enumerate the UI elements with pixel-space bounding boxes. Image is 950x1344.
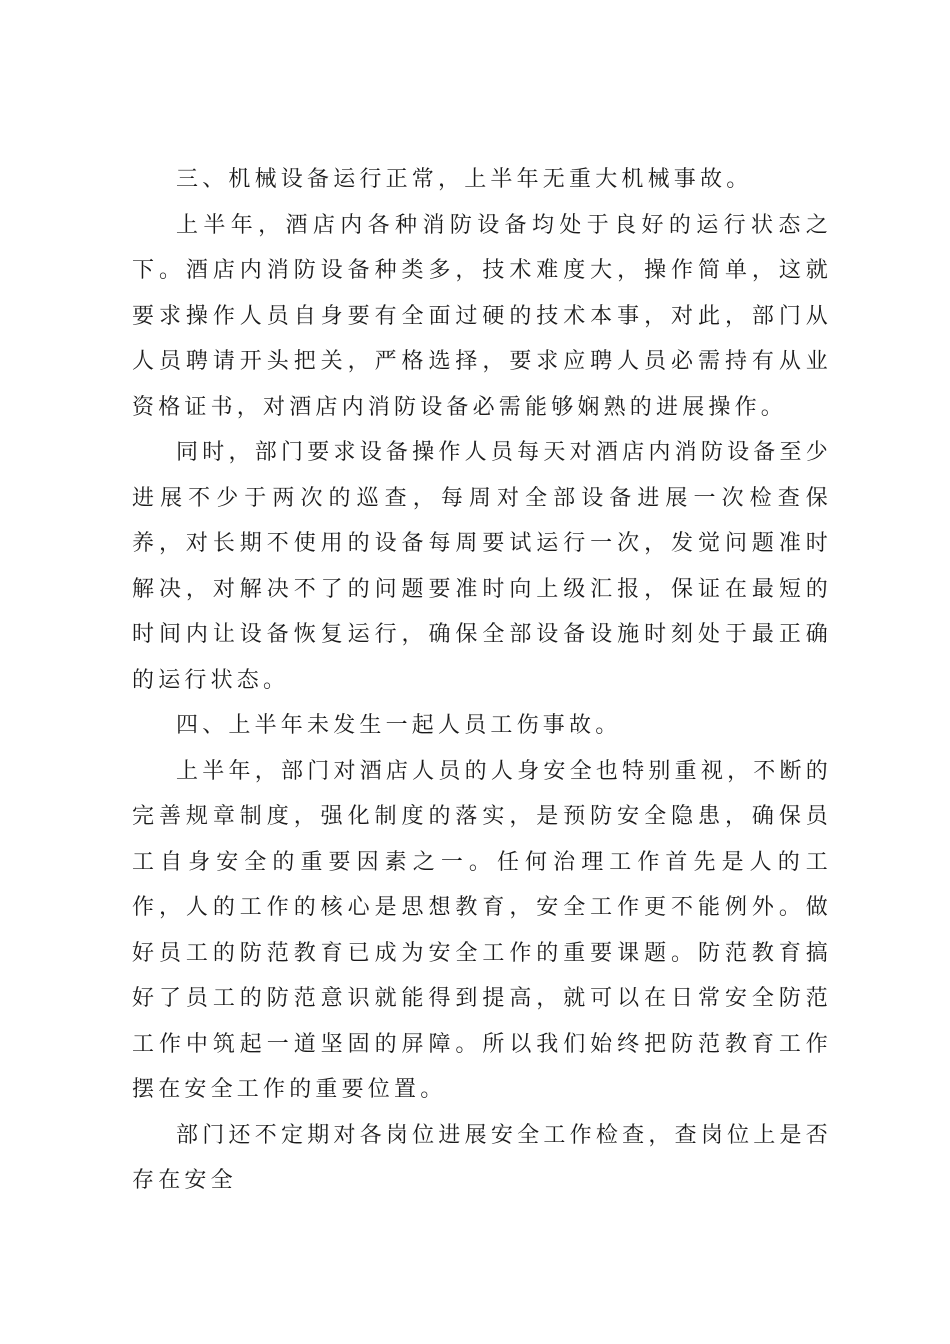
paragraph-inspection: 同时，部门要求设备操作人员每天对酒店内消防设备至少进展不少于两次的巡查，每周对全部设备进展一次检查保养，对长期不使用的设备每周要试运行一次，发觉问题准时解决，对解决不了的问题要准时向上级汇报，保证在最短的时间内让设备恢复运行，确保全部设备设施时刻处于最正确的运行状态。 [132,440,832,693]
paragraph-post-check: 部门还不定期对各岗位进展安全工作检查，查岗位上是否存在安全 [132,1122,832,1193]
paragraph-safety-education: 上半年，部门对酒店人员的人身安全也特别重视，不断的完善规章制度，强化制度的落实，是预防安全隐患，确保员工自身安全的重要因素之一。任何治理工作首先是人的工作，人的工作的核心是思想教育，安全工作更不能例外。做好员工的防范教育已成为安全工作的重要课题。防范教育搞好了员工的防范意识就能得到提高，就可以在日常安全防范工作中筑起一道坚固的屏障。所以我们始终把防范教育工作摆在安全工作的重要位置。 [132,758,832,1102]
section-heading-injury: 四、上半年未发生一起人员工伤事故。 [176,713,622,738]
paragraph-fire-equipment: 上半年，酒店内各种消防设备均处于良好的运行状态之下。酒店内消防设备种类多，技术难度大，操作简单，这就要求操作人员自身要有全面过硬的技术本事，对此，部门从人员聘请开头把关，严格选择，要求应聘人员必需持有从业资格证书，对酒店内消防设备必需能够娴熟的进展操作。 [132,212,832,420]
document-body [132,157,832,1204]
section-heading-machinery: 三、机械设备运行正常，上半年无重大机械事故。 [176,167,753,192]
